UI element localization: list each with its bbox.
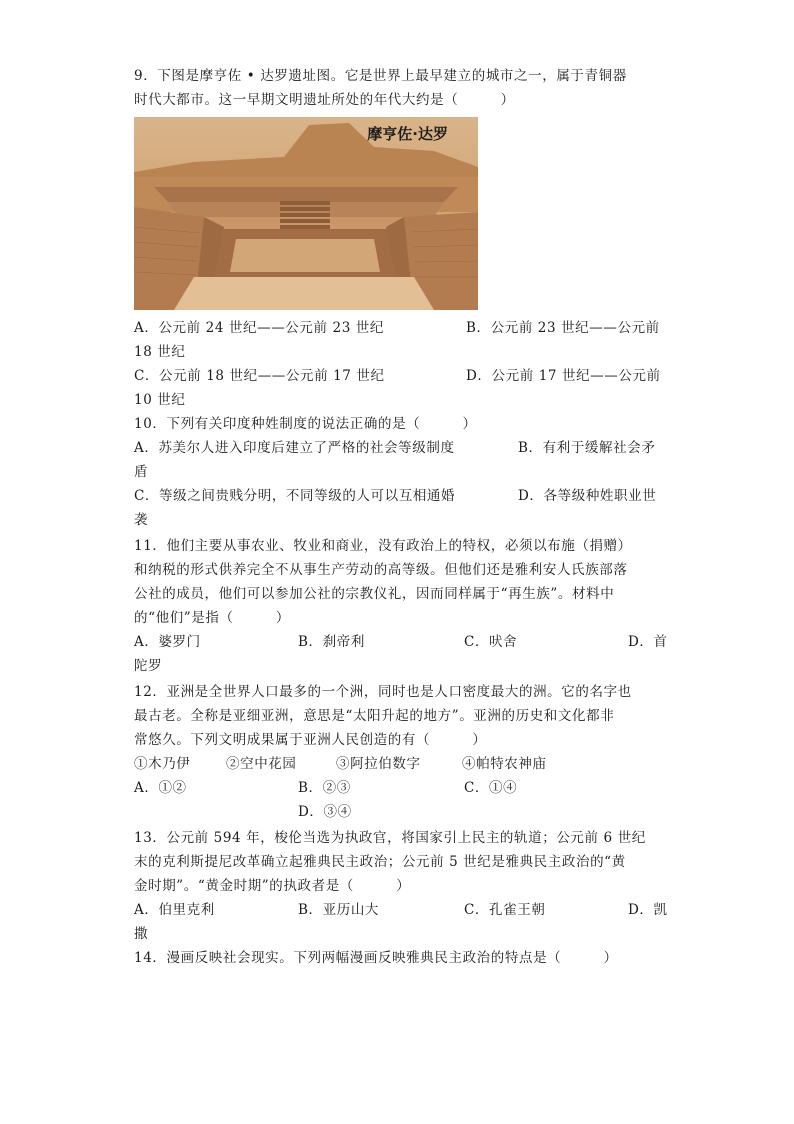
q9-option-d-cont: 10 世纪 — [134, 392, 186, 408]
q13-option-c: C．孔雀王朝 — [464, 902, 546, 918]
q9-option-b: B．公元前 23 世纪——公元前 — [466, 320, 660, 336]
q12-option-a: A．①② — [134, 780, 187, 796]
q11-option-d: D．首 — [628, 634, 668, 650]
q11-option-b: B．刹帝利 — [298, 634, 365, 650]
q11-option-c: C．吠舍 — [464, 634, 518, 650]
q13-option-d-cont: 撒 — [134, 926, 149, 942]
q12-item-4: ④帕特农神庙 — [462, 756, 547, 772]
photo-caption: 摩亨佐·达罗 — [367, 125, 448, 143]
q12-stem-line1: 12．亚洲是全世界人口最多的一个洲，同时也是人口密度最大的洲。它的名字也 — [134, 684, 632, 700]
q13-option-a: A．伯里克利 — [134, 902, 215, 918]
q10-stem: 10．下列有关印度种姓制度的说法正确的是（ ） — [134, 416, 477, 432]
q11-stem-line3: 公社的成员，他们可以参加公社的宗教仪礼，因而同样属于“再生族”。材料中 — [134, 586, 615, 602]
q9-stem-line1: 9．下图是摩亨佐 • 达罗遗址图。它是世界上最早建立的城市之一，属于青铜器 — [134, 68, 627, 84]
q9-stem-line2: 时代大都市。这一早期文明遗址所处的年代大约是（ ） — [134, 92, 515, 108]
q12-item-3: ③阿拉伯数字 — [336, 756, 421, 772]
q10-option-a: A．苏美尔人进入印度后建立了严格的社会等级制度 — [134, 440, 455, 456]
q10-option-b: B．有利于缓解社会矛 — [518, 440, 656, 456]
ruins-illustration — [134, 117, 478, 310]
q12-option-d: D．③④ — [298, 804, 352, 820]
q9-option-d: D．公元前 17 世纪——公元前 — [466, 368, 661, 384]
q10-option-d: D．各等级种姓职业世 — [518, 488, 657, 504]
q13-stem-line1: 13．公元前 594 年，梭伦当选为执政官，将国家引上民主的轨道；公元前 6 世纪 — [134, 830, 646, 846]
q9-option-a: A．公元前 24 世纪——公元前 23 世纪 — [134, 320, 384, 336]
q12-option-b: B．②③ — [298, 780, 351, 796]
q11-stem-line4: 的“他们”是指（ ） — [134, 610, 291, 626]
q9-option-c: C．公元前 18 世纪——公元前 17 世纪 — [134, 368, 385, 384]
q9-option-b-cont: 18 世纪 — [134, 344, 186, 360]
q11-stem-line2: 和纳税的形式供养完全不从事生产劳动的高等级。但他们还是雅利安人氏族部落 — [134, 562, 628, 578]
q11-option-a: A．婆罗门 — [134, 634, 201, 650]
q12-item-2: ②空中花园 — [226, 756, 297, 772]
q12-option-c: C．①④ — [464, 780, 518, 796]
q11-option-d-cont: 陀罗 — [134, 658, 163, 674]
q13-option-b: B．亚历山大 — [298, 902, 380, 918]
q12-item-1: ①木乃伊 — [134, 756, 191, 772]
q10-option-d-cont: 袭 — [134, 512, 149, 528]
q13-stem-line2: 末的克利斯提尼改革确立起雅典民主政治；公元前 5 世纪是雅典民主政治的“黄 — [134, 854, 626, 870]
q14-stem: 14．漫画反映社会现实。下列两幅漫画反映雅典民主政治的特点是（ ） — [134, 950, 618, 966]
q12-stem-line3: 常悠久。下列文明成果属于亚洲人民创造的有（ ） — [134, 732, 487, 748]
q10-option-b-cont: 盾 — [134, 464, 149, 480]
q13-option-d: D．凯 — [628, 902, 668, 918]
q11-stem-line1: 11．他们主要从事农业、牧业和商业，没有政治上的特权，必须以布施（捐赠） — [134, 538, 632, 554]
mohenjo-daro-photo — [134, 117, 478, 310]
q13-stem-line3: 金时期”。“黄金时期”的执政者是（ ） — [134, 878, 411, 894]
q12-stem-line2: 最古老。全称是亚细亚洲，意思是“太阳升起的地方”。亚洲的历史和文化都非 — [134, 708, 615, 724]
q10-option-c: C．等级之间贵贱分明，不同等级的人可以互相通婚 — [134, 488, 456, 504]
